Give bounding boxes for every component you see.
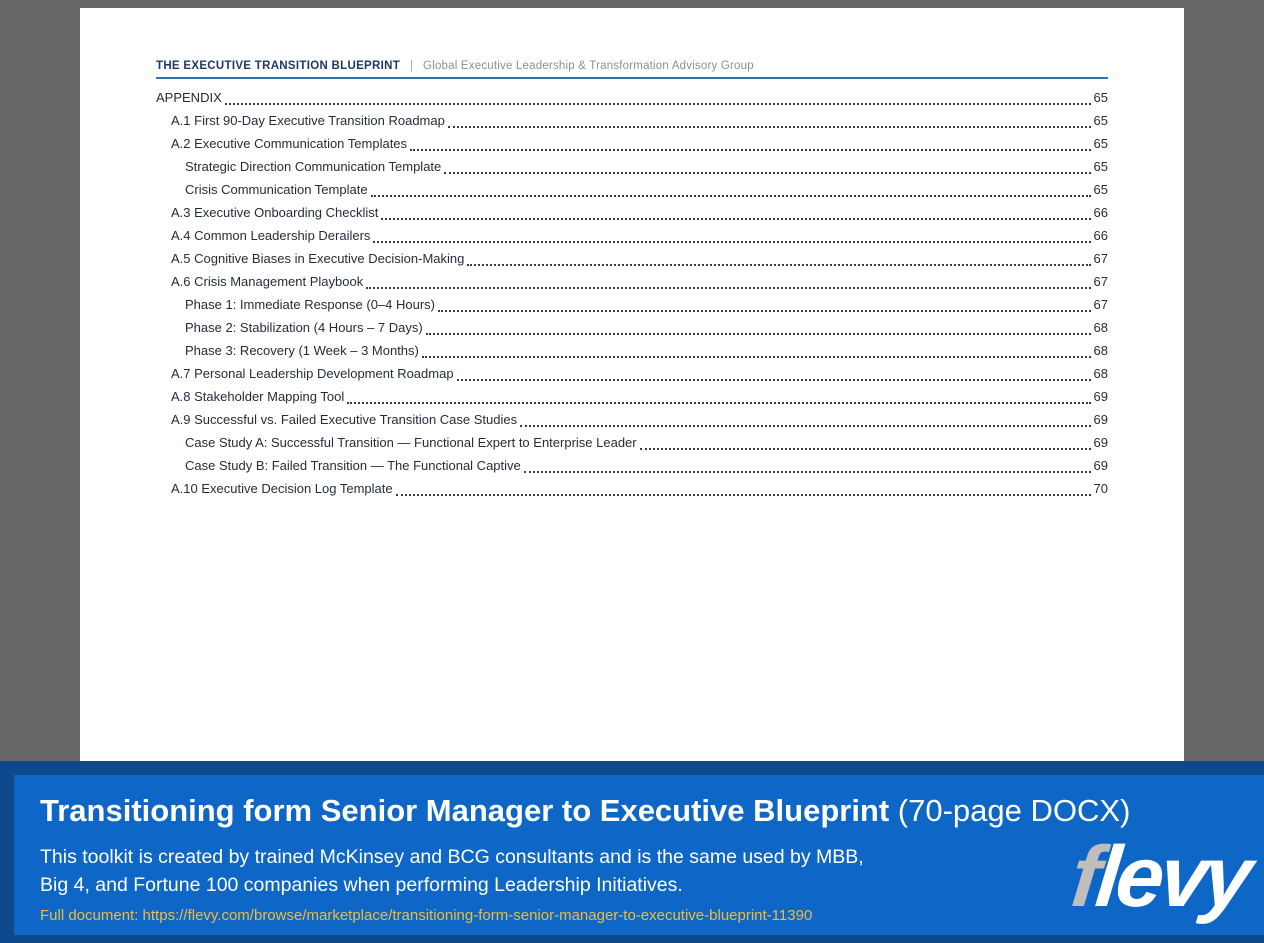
toc-dot-leader	[409, 132, 1091, 155]
toc-dot-leader	[425, 316, 1092, 339]
toc-dot-leader	[639, 431, 1092, 454]
toc-page-number: 65	[1093, 159, 1108, 174]
toc-page-number: 68	[1093, 343, 1108, 358]
toc-entry	[156, 316, 1108, 339]
toc-entry	[156, 109, 1108, 132]
promo-title-main: Transitioning form Senior Manager to Executive Blueprint	[40, 793, 890, 828]
toc-dot-leader	[437, 293, 1092, 316]
toc-entry-label: Crisis Communication Template	[185, 182, 368, 197]
toc-entry-label: A.1 First 90-Day Executive Transition Roadmap	[171, 113, 445, 128]
toc-page-number: 65	[1093, 182, 1108, 197]
toc-dot-leader	[370, 178, 1092, 201]
toc-entry-label: A.10 Executive Decision Log Template	[171, 481, 393, 496]
flevy-logo	[1066, 829, 1254, 925]
toc-page-number: 67	[1093, 274, 1108, 289]
toc-page-number: 68	[1093, 366, 1108, 381]
toc-entry	[156, 132, 1108, 155]
toc-entry	[156, 201, 1108, 224]
toc-entry	[156, 155, 1108, 178]
toc-entry	[156, 247, 1108, 270]
flevy-logo-levy: levy	[1091, 829, 1254, 925]
document-header	[156, 60, 1108, 79]
toc-page-number: 65	[1093, 136, 1108, 151]
toc-dot-leader	[447, 109, 1092, 132]
toc-page-number: 69	[1093, 435, 1108, 450]
toc-page-number: 69	[1093, 389, 1108, 404]
promo-banner-inner	[14, 775, 1264, 935]
document-header-separator: |	[410, 60, 414, 72]
toc-entry-label: A.2 Executive Communication Templates	[171, 136, 408, 151]
toc-entry-label: A.7 Personal Leadership Development Roadmap	[171, 366, 454, 381]
promo-description-line1: This toolkit is created by trained McKinsey and BCG consultants and is the same used by MBB,	[40, 846, 864, 868]
toc-entry-label: A.9 Successful vs. Failed Executive Transition Case Studies	[171, 412, 518, 427]
toc-dot-leader	[395, 477, 1092, 500]
toc-page-number: 69	[1093, 412, 1108, 427]
toc-page-number: 65	[1093, 113, 1108, 128]
promo-title-suffix: (70-page DOCX)	[889, 793, 1131, 828]
toc-page-number: 67	[1093, 251, 1108, 266]
toc-entry-label: Case Study A: Successful Transition — Functional Expert to Enterprise Leader	[185, 435, 637, 450]
toc-entry	[156, 477, 1108, 500]
toc-entry	[156, 293, 1108, 316]
toc-entry	[156, 408, 1108, 431]
toc-list	[156, 86, 1108, 500]
toc-dot-leader	[456, 362, 1092, 385]
promo-title	[40, 793, 1264, 829]
toc-page-number: 68	[1093, 320, 1108, 335]
toc-entry	[156, 224, 1108, 247]
toc-page-number: 66	[1093, 228, 1108, 243]
toc-dot-leader	[346, 385, 1091, 408]
toc-entry-label: A.4 Common Leadership Derailers	[171, 228, 371, 243]
toc-entry-label: A.5 Cognitive Biases in Executive Decision-Making	[171, 251, 465, 266]
toc-page-number: 67	[1093, 297, 1108, 312]
toc-dot-leader	[365, 270, 1091, 293]
promo-link-url[interactable]: https://flevy.com/browse/marketplace/transitioning-form-senior-manager-to-executive-blueprint-11390	[142, 907, 813, 924]
toc-dot-leader	[519, 408, 1091, 431]
toc-entry-label: A.3 Executive Onboarding Checklist	[171, 205, 379, 220]
toc-entry-label: A.6 Crisis Management Playbook	[171, 274, 364, 289]
toc-entry	[156, 270, 1108, 293]
document-page-content	[80, 8, 1184, 500]
toc-page-number: 70	[1093, 481, 1108, 496]
toc-dot-leader	[421, 339, 1092, 362]
toc-page-number: 66	[1093, 205, 1108, 220]
toc-dot-leader	[443, 155, 1091, 178]
document-header-title: THE EXECUTIVE TRANSITION BLUEPRINT	[156, 60, 401, 72]
promo-banner	[0, 761, 1264, 943]
toc-page-number: 69	[1093, 458, 1108, 473]
toc-entry	[156, 431, 1108, 454]
promo-link-label: Full document:	[40, 907, 143, 924]
toc-entry-label: Case Study B: Failed Transition — The Functional Captive	[185, 458, 521, 473]
toc-dot-leader	[523, 454, 1092, 477]
document-page	[80, 8, 1184, 761]
toc-entry	[156, 362, 1108, 385]
toc-entry	[156, 86, 1108, 109]
toc-entry-label: Phase 3: Recovery (1 Week – 3 Months)	[185, 343, 419, 358]
toc-entry	[156, 385, 1108, 408]
promo-description-line2: Big 4, and Fortune 100 companies when performing Leadership Initiatives.	[40, 874, 683, 896]
toc-entry	[156, 339, 1108, 362]
document-header-subtitle: Global Executive Leadership & Transformation Advisory Group	[423, 60, 754, 72]
toc-dot-leader	[224, 86, 1092, 109]
toc-entry-label: Phase 2: Stabilization (4 Hours – 7 Days)	[185, 320, 423, 335]
toc-entry-label: Phase 1: Immediate Response (0–4 Hours)	[185, 297, 436, 312]
toc-dot-leader	[466, 247, 1091, 270]
toc-entry	[156, 454, 1108, 477]
toc-page-number: 65	[1093, 90, 1108, 105]
flevy-logo-f: f	[1066, 829, 1102, 925]
toc-dot-leader	[380, 201, 1091, 224]
toc-entry-label: APPENDIX	[156, 90, 222, 105]
toc-entry-label: A.8 Stakeholder Mapping Tool	[171, 389, 345, 404]
toc-dot-leader	[372, 224, 1091, 247]
toc-entry	[156, 178, 1108, 201]
toc-entry-label: Strategic Direction Communication Template	[185, 159, 442, 174]
